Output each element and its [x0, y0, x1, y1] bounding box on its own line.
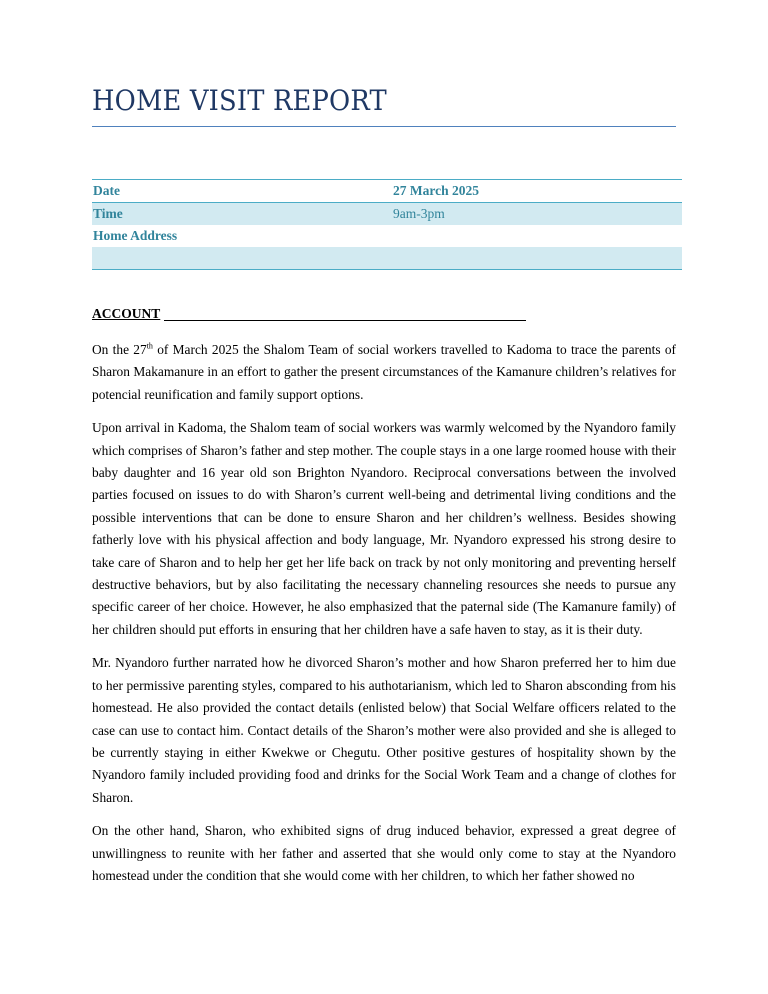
paragraph-1-text: of March 2025 the Shalom Team of social workers travelled to Kadoma to trace the parents of Sharon Makamanure in an effort to gather the present circumstances of the Kamanure children’s relatives for potencial reunification and family support options. — [92, 342, 676, 402]
table-row-date — [92, 180, 682, 203]
table-row-time — [92, 203, 682, 226]
title-underline — [92, 126, 676, 127]
paragraph-4: On the other hand, Sharon, who exhibited signs of drug induced behavior, expressed a great degree of unwillingness to reunite with her father and asserted that she would only come to stay at the Nyandoro homestead under the condition that she would come with her children, to which her father showed no — [92, 823, 676, 883]
empty-label — [92, 247, 392, 270]
visit-info-table — [92, 179, 682, 270]
date-label: Date — [92, 180, 392, 203]
account-heading: ACCOUNT — [92, 306, 161, 321]
paragraph-2: Upon arrival in Kadoma, the Shalom team of social workers was warmly welcomed by the Nyandoro family which comprises of Sharon’s father and step mother. The couple stays in a one large roomed house with their baby daughter and 16 year old son Brighton Nyandoro. Reciprocal conversations between the involved parties focused on issues to do with Sharon’s current well-being and detrimental living conditions and the possible interventions that can be done to ensure Sharon and her children’s wellness. Besides showing fatherly love with his physical affection and body language, Mr. Nyandoro expressed his strong desire to take care of Sharon and to help her get her life back on track by not only monitoring and preventing herself destructive behaviors, but by also facilitating the necessary channeling resources she needs to pursue any specific career of her choice. However, he also emphasized that the paternal side (The Kamanure family) of her children should put efforts in ensuring that her children have a safe haven to stay, as it is their duty. — [92, 420, 676, 637]
ordinal-suffix: th — [146, 341, 153, 351]
time-label: Time — [92, 203, 392, 226]
time-value: 9am-3pm — [392, 203, 682, 226]
paragraph-1 — [92, 339, 676, 406]
table-row-home-address — [92, 225, 682, 247]
home-address-label: Home Address — [93, 228, 178, 243]
home-address-value — [392, 225, 682, 247]
account-heading-underline — [164, 320, 526, 321]
account-body — [92, 339, 676, 898]
table-row-empty — [92, 247, 682, 270]
paragraph-1-prefix: On the 27 — [92, 342, 147, 357]
empty-value — [392, 247, 682, 270]
document-title: HOME VISIT REPORT — [92, 84, 387, 117]
paragraph-3: Mr. Nyandoro further narrated how he divorced Sharon’s mother and how Sharon preferred her to him due to her permissive parenting styles, compared to his authotarianism, which led to Sharon absconding from his homestead. He also provided the contact details (enlisted below) that Social Welfare officers related to the case can use to contact him. Contact details of the Sharon’s mother were also provided and she is alleged to be currently staying in either Kwekwe or Chegutu. Other positive gestures of hospitality shown by the Nyandoro family included providing food and drinks for the Social Work Team and a change of clothes for Sharon. — [92, 655, 676, 805]
date-value: 27 March 2025 — [392, 180, 682, 203]
